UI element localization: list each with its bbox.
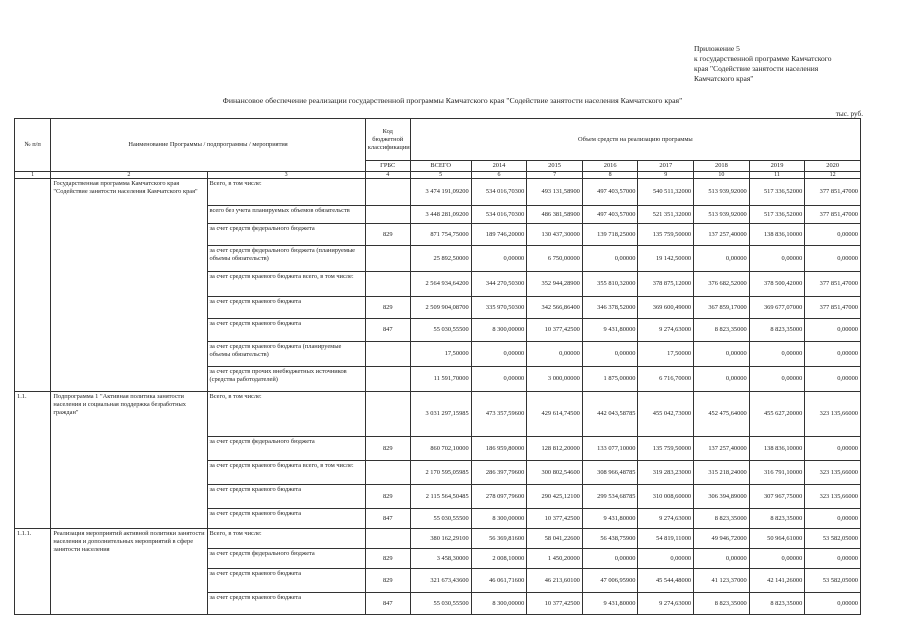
header-year: 2019 [749,161,805,172]
year-value: 377 851,47000 [805,272,861,297]
year-value: 53 582,05000 [805,529,861,549]
year-value: 355 810,32000 [582,272,638,297]
year-value: 9 431,80000 [582,319,638,342]
year-value: 10 377,42500 [527,319,583,342]
table-row [15,179,861,206]
year-value: 0,00000 [582,549,638,569]
total-value: 2 509 904,08700 [410,297,471,319]
grbs-code: 847 [365,593,410,615]
grbs-code: 829 [365,485,410,509]
program-name: Государственная программа Камчатского края "Содействие занятости населения Камчатского края" [51,179,207,392]
col-number: 9 [638,172,694,179]
annex-note [694,44,884,84]
grbs-code: 829 [365,297,410,319]
year-value: 0,00000 [582,246,638,272]
year-value: 0,00000 [471,246,527,272]
year-value: 377 851,47000 [805,297,861,319]
year-value: 6 716,70000 [638,367,694,392]
grbs-code [365,392,410,437]
row-number [15,179,51,392]
year-value: 0,00000 [805,224,861,246]
total-value: 25 892,50000 [410,246,471,272]
year-value: 429 614,74500 [527,392,583,437]
year-value: 10 377,42500 [527,509,583,529]
year-value: 9 274,63000 [638,319,694,342]
year-value: 0,00000 [805,509,861,529]
year-value: 135 759,50000 [638,224,694,246]
header-year: 2016 [582,161,638,172]
year-value: 133 077,10000 [582,437,638,461]
funding-source: за счет средств краевого бюджета [207,509,365,529]
year-value: 0,00000 [805,593,861,615]
year-value: 497 403,57000 [582,206,638,224]
year-value: 56 438,75900 [582,529,638,549]
year-value: 45 544,48000 [638,569,694,593]
year-value: 316 791,10000 [749,461,805,485]
year-value: 46 061,71600 [471,569,527,593]
year-value: 8 300,00000 [471,509,527,529]
funding-source: за счет средств краевого бюджета всего, в том числе: [207,272,365,297]
funding-source: Всего, в том числе: [207,529,365,549]
col-number: 4 [365,172,410,179]
year-value: 0,00000 [527,342,583,367]
year-value: 323 135,66000 [805,392,861,437]
funding-source: за счет средств краевого бюджета [207,569,365,593]
annex-line: края "Содействие занятости населения [694,64,819,73]
year-value: 335 970,50300 [471,297,527,319]
year-value: 0,00000 [638,549,694,569]
header-grbs: ГРБС [365,161,410,172]
col-number: 7 [527,172,583,179]
year-value: 377 851,47000 [805,179,861,206]
year-value: 286 397,79600 [471,461,527,485]
col-number: 5 [410,172,471,179]
year-value: 367 859,17000 [694,297,750,319]
col-number: 3 [207,172,365,179]
total-value: 2 170 595,05985 [410,461,471,485]
year-value: 130 437,30000 [527,224,583,246]
year-value: 2 008,10000 [471,549,527,569]
year-value: 540 511,32000 [638,179,694,206]
year-value: 138 836,10000 [749,437,805,461]
year-value: 0,00000 [749,367,805,392]
units-label: тыс. руб. [835,110,863,118]
funding-source: всего без учета планируемых объемов обязательств [207,206,365,224]
grbs-code: 847 [365,509,410,529]
year-value: 300 802,54600 [527,461,583,485]
funding-source: Всего, в том числе: [207,179,365,206]
year-value: 186 959,80000 [471,437,527,461]
grbs-code [365,367,410,392]
year-value: 0,00000 [805,437,861,461]
header-year: ВСЕГО [410,161,471,172]
year-value: 0,00000 [694,246,750,272]
grbs-code: 829 [365,569,410,593]
year-value: 17,50000 [638,342,694,367]
year-value: 139 718,25000 [582,224,638,246]
funding-source: за счет средств федерального бюджета [207,437,365,461]
year-value: 137 257,40000 [694,437,750,461]
program-name: Реализация мероприятий активной политики занятости населения и дополнительных мероприятий в сфере занятости населения [51,529,207,615]
year-value: 306 394,89000 [694,485,750,509]
grbs-code: 829 [365,224,410,246]
year-value: 56 369,81600 [471,529,527,549]
header-volume: Объем средств на реализацию программы [410,119,860,161]
year-value: 369 677,07000 [749,297,805,319]
total-value: 11 591,70000 [410,367,471,392]
year-value: 50 964,61000 [749,529,805,549]
year-value: 135 759,50000 [638,437,694,461]
total-value: 380 162,29100 [410,529,471,549]
funding-source: за счет средств федерального бюджета [207,224,365,246]
grbs-code [365,206,410,224]
year-value: 513 939,92000 [694,206,750,224]
funding-source: за счет средств краевого бюджета [207,297,365,319]
year-value: 377 851,47000 [805,206,861,224]
year-value: 46 213,60100 [527,569,583,593]
year-value: 376 682,52000 [694,272,750,297]
total-value: 3 031 297,15985 [410,392,471,437]
total-value: 3 474 191,09200 [410,179,471,206]
year-value: 138 836,10000 [749,224,805,246]
year-value: 54 819,11000 [638,529,694,549]
year-value: 8 823,35000 [749,509,805,529]
year-value: 3 000,00000 [527,367,583,392]
year-value: 290 425,12100 [527,485,583,509]
funding-source: за счет средств краевого бюджета [207,593,365,615]
year-value: 0,00000 [805,246,861,272]
year-value: 452 475,64000 [694,392,750,437]
col-number: 8 [582,172,638,179]
year-value: 8 300,00000 [471,593,527,615]
year-value: 352 944,28900 [527,272,583,297]
year-value: 0,00000 [749,342,805,367]
year-value: 473 357,59600 [471,392,527,437]
year-value: 58 041,22600 [527,529,583,549]
year-value: 9 431,80000 [582,509,638,529]
funding-source: за счет средств прочих внебюджетных источников (средства работодателей) [207,367,365,392]
year-value: 8 300,00000 [471,319,527,342]
year-value: 1 875,00000 [582,367,638,392]
col-number: 1 [15,172,51,179]
year-value: 315 218,24000 [694,461,750,485]
year-value: 8 823,35000 [694,319,750,342]
grbs-code: 829 [365,549,410,569]
year-value: 455 042,73000 [638,392,694,437]
year-value: 19 142,50000 [638,246,694,272]
year-value: 47 006,95900 [582,569,638,593]
total-value: 3 458,30000 [410,549,471,569]
year-value: 378 500,42000 [749,272,805,297]
col-number: 2 [51,172,207,179]
year-value: 308 966,48785 [582,461,638,485]
year-value: 8 823,35000 [749,593,805,615]
year-value: 8 823,35000 [694,593,750,615]
grbs-code [365,461,410,485]
year-value: 0,00000 [749,246,805,272]
grbs-code: 829 [365,437,410,461]
year-value: 378 875,12000 [638,272,694,297]
year-value: 0,00000 [805,342,861,367]
year-value: 6 750,00000 [527,246,583,272]
table-row [15,392,861,437]
year-value: 9 431,80000 [582,593,638,615]
total-value: 3 448 281,09200 [410,206,471,224]
year-value: 534 016,70300 [471,179,527,206]
total-value: 55 030,55500 [410,509,471,529]
year-value: 517 336,52000 [749,206,805,224]
grbs-code: 847 [365,319,410,342]
header-year: 2020 [805,161,861,172]
year-value: 0,00000 [694,342,750,367]
total-value: 55 030,55500 [410,593,471,615]
year-value: 486 381,58900 [527,206,583,224]
year-value: 0,00000 [749,549,805,569]
year-value: 517 336,52000 [749,179,805,206]
row-number: 1.1. [15,392,51,529]
year-value: 0,00000 [805,367,861,392]
year-value: 53 582,05000 [805,569,861,593]
year-value: 41 123,37000 [694,569,750,593]
year-value: 0,00000 [694,367,750,392]
year-value: 323 135,66000 [805,461,861,485]
header-code: Код бюджетной классификации [365,119,410,161]
year-value: 513 939,92000 [694,179,750,206]
col-number: 11 [749,172,805,179]
year-value: 455 627,20000 [749,392,805,437]
total-value: 2 564 934,64200 [410,272,471,297]
year-value: 521 351,32000 [638,206,694,224]
year-value: 319 283,23000 [638,461,694,485]
year-value: 10 377,42500 [527,593,583,615]
header-num: № п/п [15,119,51,172]
year-value: 189 746,20000 [471,224,527,246]
year-value: 493 131,58900 [527,179,583,206]
funding-source: за счет средств федерального бюджета (планируемые объемы обязательств) [207,246,365,272]
annex-line: Приложение 5 [694,44,740,53]
col-number: 12 [805,172,861,179]
table-row [15,529,861,549]
funding-source: за счет средств краевого бюджета всего, в том числе: [207,461,365,485]
year-value: 497 403,57000 [582,179,638,206]
total-value: 860 702,10000 [410,437,471,461]
annex-line: к государственной программе Камчатского [694,54,832,63]
document-title: Финансовое обеспечение реализации государственной программы Камчатского края "Содействие занятости населения Камчатского края" [222,96,683,105]
total-value: 55 030,55500 [410,319,471,342]
year-value: 0,00000 [471,367,527,392]
funding-source: за счет средств краевого бюджета (планируемые объемы обязательств) [207,342,365,367]
total-value: 2 115 564,50485 [410,485,471,509]
grbs-code [365,529,410,549]
year-value: 42 141,26000 [749,569,805,593]
year-value: 0,00000 [582,342,638,367]
header-year: 2015 [527,161,583,172]
year-value: 0,00000 [805,549,861,569]
col-number: 10 [694,172,750,179]
year-value: 49 946,72000 [694,529,750,549]
year-value: 323 135,66000 [805,485,861,509]
year-value: 0,00000 [471,342,527,367]
row-number: 1.1.1. [15,529,51,615]
grbs-code [365,342,410,367]
year-value: 310 008,60000 [638,485,694,509]
year-value: 9 274,63000 [638,593,694,615]
funding-source: Всего, в том числе: [207,392,365,437]
year-value: 278 097,79600 [471,485,527,509]
year-value: 8 823,35000 [694,509,750,529]
header-year: 2014 [471,161,527,172]
funding-source: за счет средств федерального бюджета [207,549,365,569]
header-year: 2017 [638,161,694,172]
year-value: 369 600,49000 [638,297,694,319]
grbs-code [365,179,410,206]
year-value: 299 534,68785 [582,485,638,509]
year-value: 8 823,35000 [749,319,805,342]
year-value: 534 016,70300 [471,206,527,224]
year-value: 442 043,58785 [582,392,638,437]
year-value: 307 967,75000 [749,485,805,509]
grbs-code [365,246,410,272]
total-value: 321 673,43600 [410,569,471,593]
year-value: 137 257,40000 [694,224,750,246]
funding-source: за счет средств краевого бюджета [207,319,365,342]
annex-line: Камчатского края" [694,74,754,83]
financing-table [14,118,861,615]
program-name: Подпрограмма 1 "Активная политика занятости населения и социальная поддержка безработных граждан" [51,392,207,529]
header-name: Наименование Программы / подпрограммы / мероприятия [51,119,365,172]
year-value: 0,00000 [694,549,750,569]
year-value: 346 378,52000 [582,297,638,319]
year-value: 9 274,63000 [638,509,694,529]
total-value: 17,50000 [410,342,471,367]
header-year: 2018 [694,161,750,172]
total-value: 871 754,75000 [410,224,471,246]
grbs-code [365,272,410,297]
year-value: 128 812,20000 [527,437,583,461]
year-value: 0,00000 [805,319,861,342]
year-value: 344 270,50300 [471,272,527,297]
year-value: 1 450,20000 [527,549,583,569]
funding-source: за счет средств краевого бюджета [207,485,365,509]
col-number: 6 [471,172,527,179]
year-value: 342 566,86400 [527,297,583,319]
